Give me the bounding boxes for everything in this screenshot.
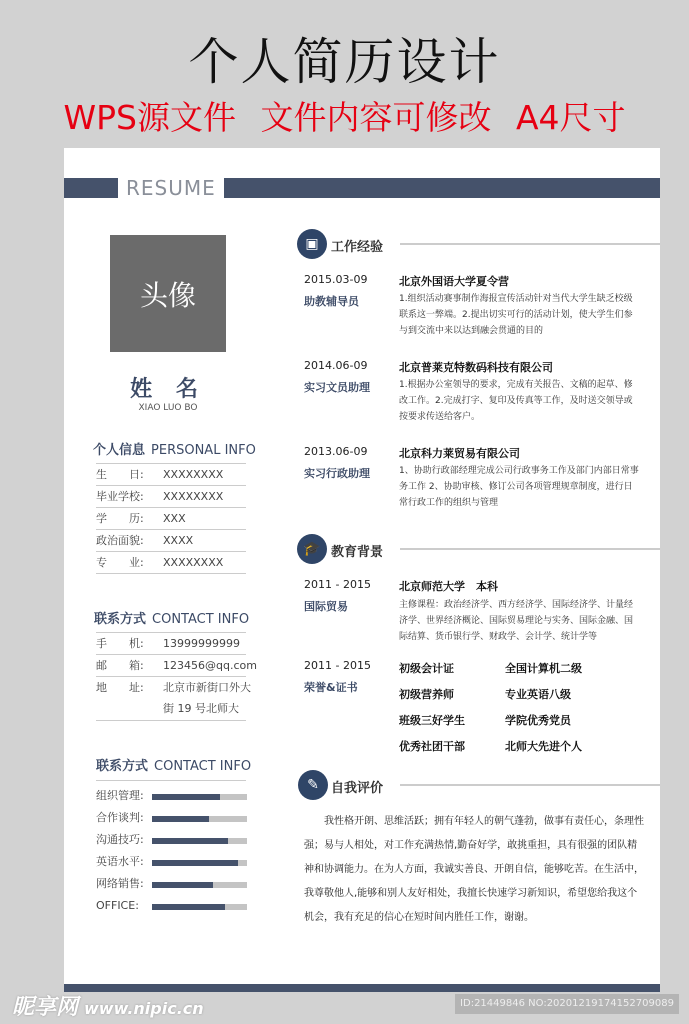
heading-en: PERSONAL INFO (151, 443, 256, 458)
heading-en: CONTACT INFO (152, 612, 250, 627)
info-value: 街 19 号北师大 (163, 702, 239, 715)
honor-item: 优秀社团干部 (399, 740, 465, 753)
skill-bar (152, 816, 247, 822)
name-pinyin: XIAO LUO BO (138, 403, 198, 413)
divider (400, 784, 660, 786)
skill-bar (152, 882, 247, 888)
info-label: 手 机: (96, 637, 144, 650)
logo-text: 昵享网 (12, 995, 79, 1020)
watermark-logo (12, 990, 204, 1021)
skill-label: 网络销售: (96, 877, 144, 890)
work-role: 助教辅导员 (304, 295, 359, 308)
avatar-placeholder: 头像 (110, 235, 226, 352)
info-label: 地 址: (96, 681, 144, 694)
info-row (96, 632, 246, 654)
honor-item: 北师大先进个人 (505, 740, 582, 753)
skill-bar (152, 838, 247, 844)
info-row (96, 529, 246, 551)
info-value: 13999999999 (163, 637, 240, 650)
work-company: 北京普莱克特数码科技有限公司 (399, 361, 553, 374)
info-label: 专 业: (96, 556, 144, 569)
edit-icon: ✎ (298, 770, 328, 800)
info-label: 政治面貌: (96, 534, 144, 547)
work-role: 实习文员助理 (304, 381, 370, 394)
work-date: 2015.03-09 (304, 273, 368, 286)
honor-item: 全国计算机二级 (505, 662, 582, 675)
skill-row (96, 807, 250, 829)
skill-bar (152, 860, 247, 866)
briefcase-icon: ▣ (297, 229, 327, 259)
divider (400, 548, 660, 550)
honor-label: 荣誉&证书 (304, 681, 358, 694)
divider (96, 720, 246, 721)
work-company: 北京科力莱贸易有限公司 (399, 447, 520, 460)
skill-label: 英语水平: (96, 855, 144, 868)
info-row (96, 654, 257, 676)
honor-item: 班级三好学生 (399, 714, 465, 727)
skill-bar-fill (152, 838, 228, 844)
info-value: XXXX (163, 534, 194, 547)
info-value: XXXXXXXX (163, 468, 224, 481)
heading-cn: 个人信息 (93, 443, 146, 458)
info-label: 邮 箱: (96, 659, 144, 672)
info-label: 生 日: (96, 468, 144, 481)
skill-bar-fill (152, 816, 209, 822)
skill-row (96, 851, 250, 873)
skill-bar (152, 794, 247, 800)
personal-info-heading (93, 439, 256, 458)
heading-cn: 联系方式 (94, 612, 147, 627)
heading-en: CONTACT INFO (154, 759, 252, 774)
logo-site: www.nipic.cn (84, 999, 204, 1018)
work-date: 2014.06-09 (304, 359, 368, 372)
contact-info-heading (94, 608, 249, 627)
info-value: 123456@qq.com (163, 659, 257, 672)
info-row (96, 485, 246, 507)
divider (400, 243, 660, 245)
self-evaluation-text: 我性格开朗、思维活跃；拥有年轻人的朝气蓬勃，做事有责任心，条理性强；易与人相处，对工作充满热情,勤奋好学，敢挑重担，具有很强的团队精神和协调能力。在为人方面，我诚实善良、开朗自信，能够吃苦。在生活中，我尊敬他人,能够和别人友好相处，我擅长快速学习新知识，希望您给我这个机会，我有充足的信心在短时间内胜任工作，谢谢。 (304, 816, 644, 923)
work-role: 实习行政助理 (304, 467, 370, 480)
edu-date: 2011 - 2015 (304, 578, 371, 591)
skill-row (96, 873, 250, 895)
watermark-id: ID:21449846 NO:20201219174152709089 (455, 994, 679, 1014)
info-value: XXX (163, 512, 186, 525)
skill-bar-fill (152, 882, 213, 888)
work-heading: 工作经验 (331, 240, 384, 255)
info-value: 北京市新街口外大 (163, 681, 251, 694)
name: 姓 名 (130, 377, 206, 402)
resume-label: RESUME (118, 176, 224, 200)
honor-item: 学院优秀党员 (505, 714, 571, 727)
divider (96, 573, 246, 574)
skill-row (96, 785, 250, 807)
divider (96, 780, 246, 781)
work-company: 北京外国语大学夏令营 (399, 275, 509, 288)
edu-school: 北京师范大学 本科 (399, 580, 498, 593)
education-heading: 教育背景 (331, 545, 384, 560)
heading-cn: 联系方式 (96, 759, 149, 774)
skills-heading (96, 755, 251, 774)
work-description: 1、协助行政部经理完成公司行政事务工作及部门内部日常事务工作 2、协助审核、修订公司各项管理规章制度，进行日常行政工作的组织与管理 (399, 466, 639, 508)
info-row (96, 676, 251, 698)
work-date: 2013.06-09 (304, 445, 368, 458)
skill-label: 合作谈判: (96, 811, 144, 824)
edu-courses: 主修课程：政治经济学、西方经济学、国际经济学、计量经济学、世界经济概论、国际贸易理论与实务、国际金融、国际结算、货币银行学、财政学、会计学、统计学等 (399, 600, 634, 642)
skill-label: 组织管理: (96, 789, 144, 802)
skill-label: OFFICE: (96, 899, 139, 912)
info-row (96, 463, 246, 485)
skill-bar-fill (152, 904, 225, 910)
info-row (96, 698, 246, 720)
info-row (96, 551, 246, 573)
info-value: XXXXXXXX (163, 556, 224, 569)
honor-item: 初级营养师 (399, 688, 454, 701)
honor-item: 专业英语八级 (505, 688, 571, 701)
skill-row (96, 895, 250, 917)
skill-label: 沟通技巧: (96, 833, 144, 846)
edu-major: 国际贸易 (304, 600, 348, 613)
info-row (96, 507, 246, 529)
work-description: 1.根据办公室领导的要求，完成有关报告、文稿的起草、修改工作。2.完成打字、复印及传真等工作，及时送交领导或按要求传送给客户。 (399, 380, 633, 422)
info-label: 学 历: (96, 512, 144, 525)
honor-item: 初级会计证 (399, 662, 454, 675)
skill-bar (152, 904, 247, 910)
self-heading: 自我评价 (331, 781, 384, 796)
honor-date: 2011 - 2015 (304, 659, 371, 672)
graduation-cap-icon: 🎓 (297, 534, 327, 564)
banner-title: 个人简历设计 (188, 33, 501, 91)
skill-row (96, 829, 250, 851)
skill-bar-fill (152, 860, 238, 866)
info-label: 毕业学校: (96, 490, 144, 503)
info-value: XXXXXXXX (163, 490, 224, 503)
skill-bar-fill (152, 794, 220, 800)
work-description: 1.组织活动赛事制作海报宣传活动针对当代大学生缺乏校级联系这一弊端。2.提出切实可行的活动计划，使大学生们参与到交流中来以达到融会贯通的目的 (399, 294, 633, 336)
banner-subtitle: WPS源文件 文件内容可修改 A4尺寸 (63, 98, 626, 137)
